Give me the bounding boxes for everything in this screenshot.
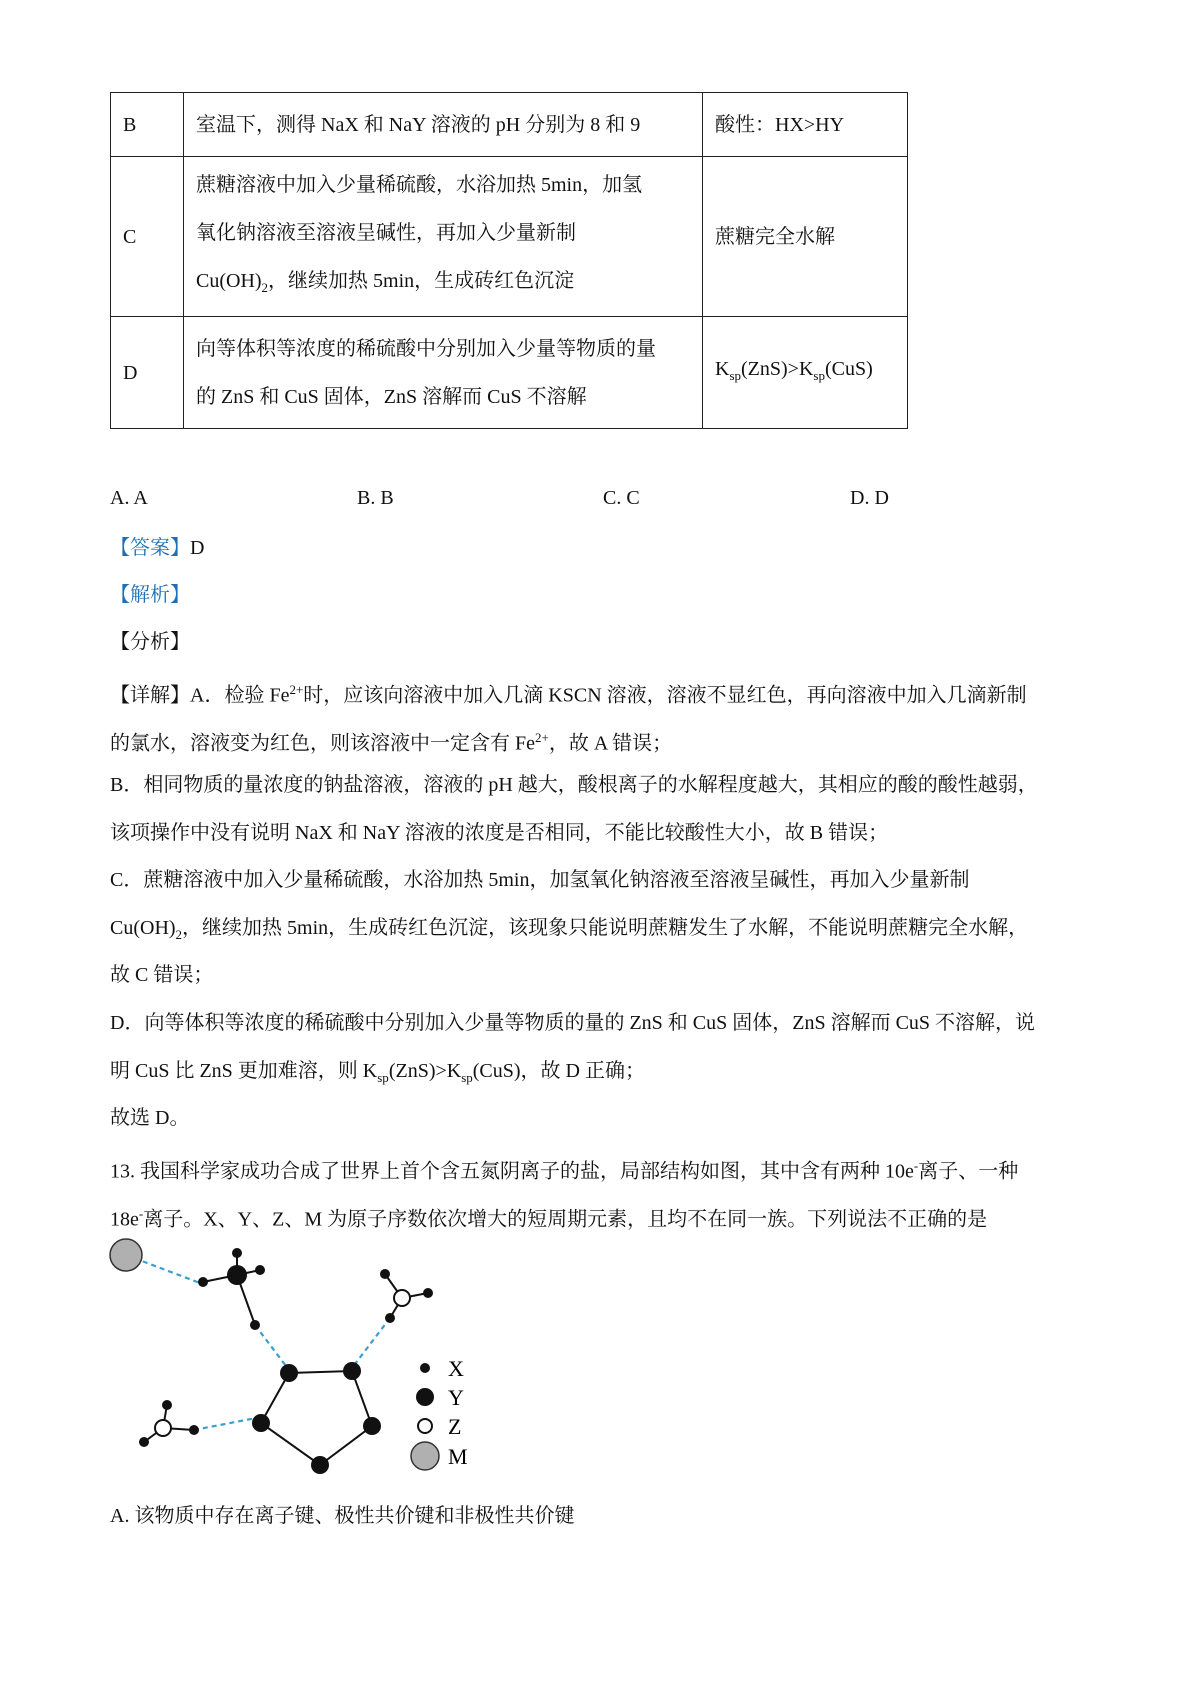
table-row	[111, 157, 908, 317]
text-span: Cu(OH)	[110, 917, 176, 939]
y-atom	[363, 1417, 381, 1435]
text-span: A．检验 Fe	[190, 684, 290, 707]
x-atom	[162, 1400, 172, 1410]
legend-x-label: X	[448, 1356, 464, 1381]
covalent-bonds	[144, 1253, 428, 1465]
legend-z-symbol	[418, 1419, 432, 1433]
operation-line	[196, 257, 690, 312]
detail-b-line2: 该项操作中没有说明 NaX 和 NaY 溶液的浓度是否相同，不能比较酸性大小，故 B 错误；	[110, 822, 889, 844]
row-operation	[184, 317, 703, 429]
option-a: A. A	[110, 487, 148, 509]
operation-text: ，继续加热 5min，生成砖红色沉淀	[268, 270, 575, 292]
row-operation	[184, 157, 703, 317]
operation-line: 向等体积等浓度的稀硫酸中分别加入少量等物质的量	[196, 337, 656, 360]
subscript: sp	[461, 1070, 473, 1085]
subscript: 2	[261, 280, 269, 295]
k-symbol: K	[715, 358, 730, 380]
row-conclusion: 酸性：HX>HY	[703, 93, 908, 157]
text-span: 明 CuS 比 ZnS 更加难溶，则 K	[110, 1060, 378, 1082]
detail-a-line1	[110, 676, 1027, 710]
x-atom	[198, 1277, 208, 1287]
text-span: ，故 A 错误；	[548, 732, 673, 755]
x-atom	[250, 1320, 260, 1330]
operation-line: 氧化钠溶液至溶液呈碱性，再加入少量新制	[196, 222, 576, 244]
detail-c-line1: C．蔗糖溶液中加入少量稀硫酸，水浴加热 5min，加氢氧化钠溶液至溶液呈碱性，再加入少量新制	[110, 869, 970, 891]
x-atom	[139, 1437, 149, 1447]
answer-value: D	[190, 537, 205, 559]
detail-tag: 【详解】	[110, 684, 190, 707]
analysis-tag: 【解析】	[110, 584, 190, 606]
operation-line: 蔗糖溶液中加入少量稀硫酸，水浴加热 5min，加氢	[196, 174, 643, 196]
hbond-line	[194, 1418, 256, 1430]
row-operation: 室温下，测得 NaX 和 NaY 溶液的 pH 分别为 8 和 9	[184, 93, 703, 157]
experiment-table	[110, 92, 908, 429]
detail-d-line2	[110, 1057, 645, 1092]
structure-diagram	[100, 1235, 520, 1495]
legend-y-symbol	[416, 1388, 434, 1406]
superscript: -	[138, 1206, 144, 1221]
y-atom	[280, 1364, 298, 1382]
hbond-line	[352, 1318, 390, 1368]
detail-conclusion: 故选 D。	[110, 1107, 190, 1129]
row-label: B	[111, 93, 184, 157]
question13-line2	[110, 1200, 987, 1234]
option-d: D. D	[850, 487, 889, 509]
x-atom	[380, 1269, 390, 1279]
conclusion-text: (CuS)	[824, 358, 873, 380]
x-atom	[423, 1288, 433, 1298]
question13-option-a: A. 该物质中存在离子键、极性共价键和非极性共价键	[110, 1505, 575, 1527]
question13-line1	[110, 1152, 1018, 1186]
detail-c-line3: 故 C 错误；	[110, 964, 214, 986]
detail-b-line1: B．相同物质的量浓度的钠盐溶液，溶液的 pH 越大，酸根离子的水解程度越大，其相应的酸的酸性越弱，	[110, 774, 1038, 796]
text-span: 离子、一种	[918, 1160, 1019, 1183]
option-c: C. C	[603, 487, 640, 509]
operation-line: 的 ZnS 和 CuS 固体，ZnS 溶解而 CuS 不溶解	[196, 385, 587, 408]
table-row	[111, 317, 908, 429]
subscript: 2	[175, 927, 183, 942]
row-conclusion	[703, 317, 908, 429]
hbond-line	[255, 1325, 289, 1370]
formula-text: Cu(OH)	[196, 270, 262, 292]
subscript: sp	[377, 1070, 389, 1085]
detail-d-line1: D．向等体积等浓度的稀硫酸中分别加入少量等物质的量的 ZnS 和 CuS 固体，ZnS 溶解而 CuS 不溶解，说	[110, 1012, 1036, 1034]
superscript: -	[913, 1158, 919, 1173]
subscript: sp	[729, 368, 742, 383]
x-atom	[385, 1313, 395, 1323]
text-span: ，继续加热 5min，生成砖红色沉淀，该现象只能说明蔗糖发生了水解，不能说明蔗糖完全水解，	[182, 917, 1029, 939]
z-atom	[155, 1420, 171, 1436]
y-atom	[252, 1414, 270, 1432]
fenxi-tag: 【分析】	[110, 631, 190, 653]
legend-y-label: Y	[448, 1385, 464, 1410]
text-span: 离子。X、Y、Z、M 为原子序数依次增大的短周期元素，且均不在同一族。下列说法不正确的是	[143, 1208, 988, 1231]
text-span: (CuS)，故 D 正确；	[472, 1060, 645, 1082]
text-span: (ZnS)>K	[388, 1060, 462, 1082]
text-span: 13. 我国科学家成功合成了世界上首个含五氮阴离子的盐，局部结构如图，其中含有两种 10e	[110, 1160, 914, 1183]
y-atom	[227, 1265, 247, 1285]
subscript: sp	[813, 368, 825, 383]
legend	[411, 1356, 468, 1470]
detail-c-line2	[110, 914, 1028, 949]
conclusion-text: (ZnS)>K	[741, 358, 814, 380]
text-span: 时，应该向溶液中加入几滴 KSCN 溶液，溶液不显红色，再向溶液中加入几滴新制	[303, 684, 1027, 707]
y-atom	[343, 1362, 361, 1380]
detail-a-line2	[110, 724, 672, 758]
legend-m-label: M	[448, 1444, 468, 1469]
option-b: B. B	[357, 487, 394, 509]
text-span: 的氯水，溶液变为红色，则该溶液中一定含有 Fe	[110, 732, 535, 755]
z-atom	[394, 1290, 410, 1306]
table-row	[111, 93, 908, 157]
legend-z-label: Z	[448, 1414, 462, 1439]
row-label: D	[111, 317, 184, 429]
answer-tag: 【答案】	[110, 537, 190, 559]
y-atom	[311, 1456, 329, 1474]
legend-x-symbol	[420, 1363, 430, 1373]
m-atom	[110, 1239, 142, 1271]
superscript: 2+	[289, 682, 304, 697]
x-atom	[189, 1425, 199, 1435]
x-atom	[255, 1265, 265, 1275]
legend-m-symbol	[411, 1442, 439, 1470]
row-conclusion: 蔗糖完全水解	[703, 157, 908, 317]
pentazole-ring	[261, 1371, 372, 1465]
text-span: 18e	[110, 1208, 139, 1231]
answer-line	[110, 534, 204, 562]
superscript: 2+	[535, 730, 549, 745]
row-label: C	[111, 157, 184, 317]
x-atom	[232, 1248, 242, 1258]
